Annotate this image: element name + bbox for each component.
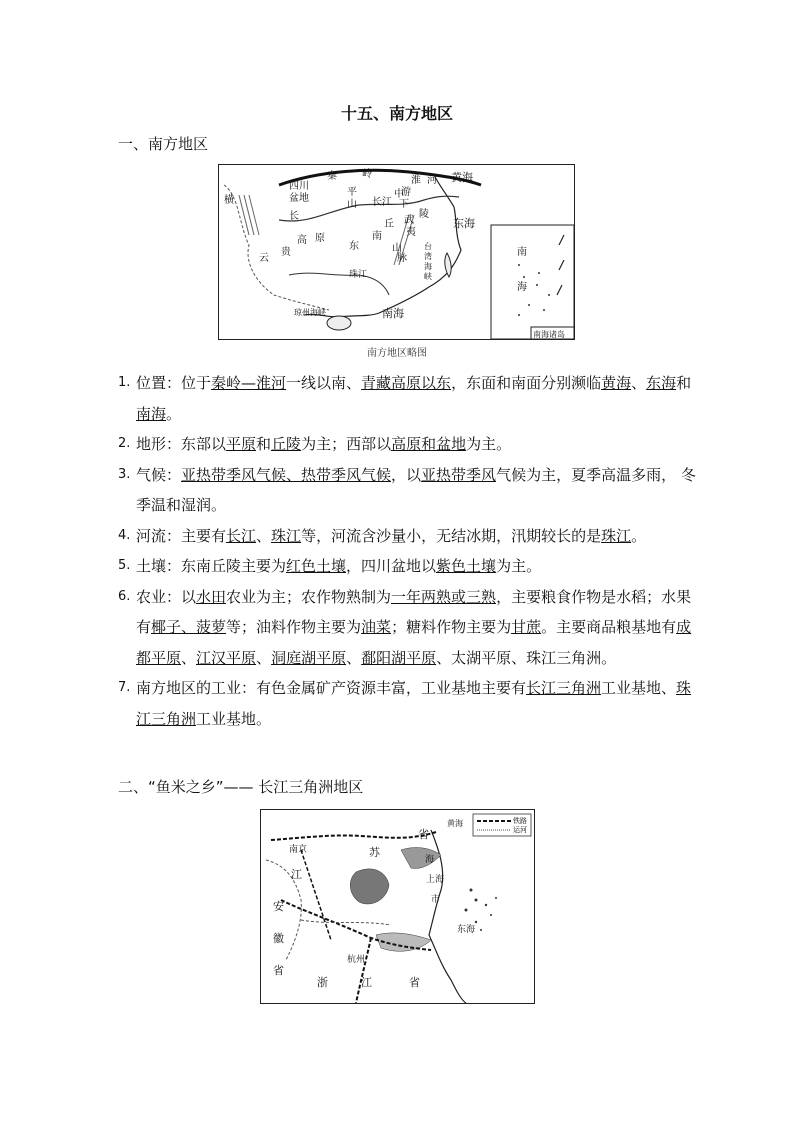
map1-label-he: 河 [427,175,437,186]
list-item-text: 工业基地。 [196,709,272,728]
list-item-text: 为主；西部以 [301,435,392,453]
map2-label-su: 苏 [369,846,380,859]
map1-label-wuyi4: 脉 [397,253,407,264]
list-item-text: 、 [181,648,197,667]
list-item-text: 土壤：东南丘陵主要为 [136,557,287,575]
list-item-text: ；糖料作物主要为 [391,618,512,636]
map2-label-zhe: 浙 [317,976,328,989]
list-item-text: 工业基地、 [601,679,677,697]
list-item-text: 河流：主要有 [136,526,227,545]
map1-inset-nan: 南 [517,247,527,258]
underlined-term: 椰子、菠萝 [151,618,227,636]
map1-label-huanghai: 黄海 [451,171,473,184]
underlined-term: 高原和盆地 [391,435,467,453]
underlined-term: 长江 [226,526,257,545]
map2-label-shanghai: 上海 [426,875,445,885]
map2-label-shi: 市 [431,895,441,905]
underlined-term: 东海 [646,374,677,392]
underlined-term: 珠江 [271,526,302,545]
map1-label-yuan: 原 [315,233,325,244]
map1-label-wuyi2: 夷 [406,227,416,238]
list-item-text: 、 [631,374,647,392]
list-item-text: ，主要粮食作物是水稻；水果有 [136,587,692,636]
underlined-term: 水田 [196,587,227,606]
list-item-text: 南方地区的工业：有色金属矿产资源丰富，工业基地主要有 [136,679,527,697]
map2-legend-canal: 运河 [513,826,527,834]
map1-label-wuyi1: 武 [404,215,414,226]
map1-label-dongnan1: 东 [349,241,359,252]
underlined-term: 珠江三角洲 [136,679,692,728]
list-item-text: 和 [256,435,272,453]
map1-label-donghai: 东海 [453,217,475,230]
list-item-text: 。主要商品粮基地有 [541,618,677,636]
map1-label-zhujiang: 珠江 [349,270,368,280]
map1-label-qiuling1: 丘 [384,219,394,230]
list-item-text: 、太湖平原、珠江三角洲。 [436,648,617,667]
map1-label-changjiang: 长江 [372,197,392,208]
map2-label-sheng-bottom: 省 [409,976,420,989]
map2-label-huanghai: 黄海 [447,819,463,828]
map1-label-qiuling2: 陵 [419,209,429,220]
map1-label-wuyi3: 山 [392,243,402,254]
map1-label-sichuan2: 盆地 [289,193,309,204]
map1-label-you: 游 [401,187,411,198]
map2-label-jiang2: 江 [361,976,372,989]
section-heading-2: 二、“鱼米之乡”—— 长江三角洲地区 [118,778,364,796]
list-item-text: 位置：位于 [136,374,212,392]
list-item [118,521,698,552]
underlined-term: 长江三角洲 [526,679,602,697]
south-china-map [218,164,575,340]
underlined-term: 珠江 [601,526,632,545]
map1-label-xia: 下 [399,199,409,210]
underlined-term: 鄱阳湖平原 [361,648,437,667]
list-item [118,582,698,674]
list-item-text: 气候： [136,465,182,484]
map1-label-hengduan [224,193,234,206]
list-item-number: 7. [118,680,131,695]
yangtze-delta-map-svg [261,810,534,1003]
list-item-text: 为主。 [496,557,542,575]
list-item-text: 。 [631,526,647,545]
underlined-term: 红色土壤 [286,557,347,575]
list-item [118,551,698,582]
map1-label-taiwan4: 峡 [424,272,432,281]
content-list [118,368,698,734]
underlined-term: 成都平原 [136,618,692,667]
map1-label-taiwan3: 海 [424,262,432,271]
list-item-text: ，东面和南面分别濒临 [451,374,602,392]
map1-label-qin: 秦 [327,171,337,182]
list-item-text: ，以 [391,465,422,484]
underlined-term: 青藏高原以东 [361,374,452,392]
map2-legend-railway: 铁路 [513,817,527,825]
list-item-text: 、 [346,648,362,667]
underlined-term: 甘蔗 [511,618,542,636]
list-item-text: 、 [256,526,272,545]
underlined-term: 秦岭—淮河 [211,374,287,392]
list-item-text: 为主。 [466,435,512,453]
list-item [118,460,698,521]
map1-label-qiongzhou: 琼州海峡 [294,308,326,317]
map1-label-hengduan-1: 横 [224,195,234,206]
map1-caption: 南方地区略图 [367,348,427,359]
map1-label-huai: 淮 [411,175,421,186]
list-item-number: 6. [118,588,131,604]
list-item-text: 等，河流含沙量小，无结冰期，汛期较长的是 [301,526,602,545]
list-item-text: 气候为主，夏季高温多雨， 冬季温和湿润。 [136,465,696,514]
list-item-number: 5. [118,558,131,573]
underlined-term: 亚热带季风气候、热带季风气候 [181,465,392,484]
underlined-term: 洞庭湖平原 [271,648,347,667]
underlined-term: 平原 [226,435,257,453]
map2-label-an: 安 [273,900,284,913]
list-item-text: 农业：以 [136,587,197,606]
map1-label-nanhai: 南海 [382,307,404,320]
underlined-term: 一年两熟或三熟 [391,587,497,606]
underlined-term: 亚热带季风 [421,465,497,484]
underlined-term: 油菜 [361,618,392,636]
map1-label-yungui2: 贵 [281,247,291,258]
map1-inset-title: 南海诸岛 [533,330,565,339]
map2-label-sheng-top: 省 [418,828,429,841]
list-item-number: 3. [118,466,131,482]
underlined-term: 南海 [136,404,167,423]
map2-label-hui: 徽 [273,932,284,945]
list-item-text: 一线以南、 [286,374,362,392]
list-item-text: 农业为主；农作物熟制为 [226,587,392,606]
map2-label-jiang-left: 江 [291,868,302,881]
south-china-map-svg [219,165,574,339]
underlined-term: 紫色土壤 [436,557,497,575]
map1-label-taiwan1: 台 [424,242,432,251]
list-item [118,368,698,429]
list-item [118,429,698,460]
map1-label-chang: 长 [289,211,299,222]
map1-label-zhong: 中 [394,189,404,200]
list-item-text: 地形：东部以 [136,435,227,453]
underlined-term: 江汉平原 [196,648,257,667]
map1-label-dongnan2: 南 [372,231,382,242]
yangtze-delta-map [260,809,535,1004]
list-item-text: 等；油料作物主要为 [226,618,362,636]
section-heading-1: 一、南方地区 [118,135,209,153]
map1-label-ping: 平 [347,187,357,198]
list-item-text: 和 [676,374,692,392]
map1-label-yungui1: 云 [259,253,269,264]
map1-inset-hai: 海 [517,282,527,293]
underlined-term: 黄海 [601,374,632,392]
map2-label-nanjing: 南京 [289,845,308,855]
map1-label-yungui3: 高 [297,235,307,246]
underlined-term: 丘陵 [271,435,302,453]
list-item-text: 。 [166,404,182,423]
map2-label-sheng-left: 省 [273,964,284,977]
list-item-number: 2. [118,436,131,451]
list-item-text: 、 [256,648,272,667]
map2-label-hangzhou: 杭州 [347,955,366,965]
map2-label-donghai: 东海 [457,925,476,935]
list-item [118,673,698,734]
page-title: 十五、南方地区 [340,104,453,123]
map1-label-sichuan1: 四川 [289,181,309,192]
list-item-number: 1. [118,375,131,390]
map2-label-hai: 海 [425,855,435,865]
map1-label-taiwan2: 湾 [424,252,432,261]
map1-label-shan: 山 [347,199,357,210]
map1-label-ling: 岭 [362,169,372,180]
list-item-text: ，四川盆地以 [346,557,437,575]
list-item-number: 4. [118,527,131,543]
